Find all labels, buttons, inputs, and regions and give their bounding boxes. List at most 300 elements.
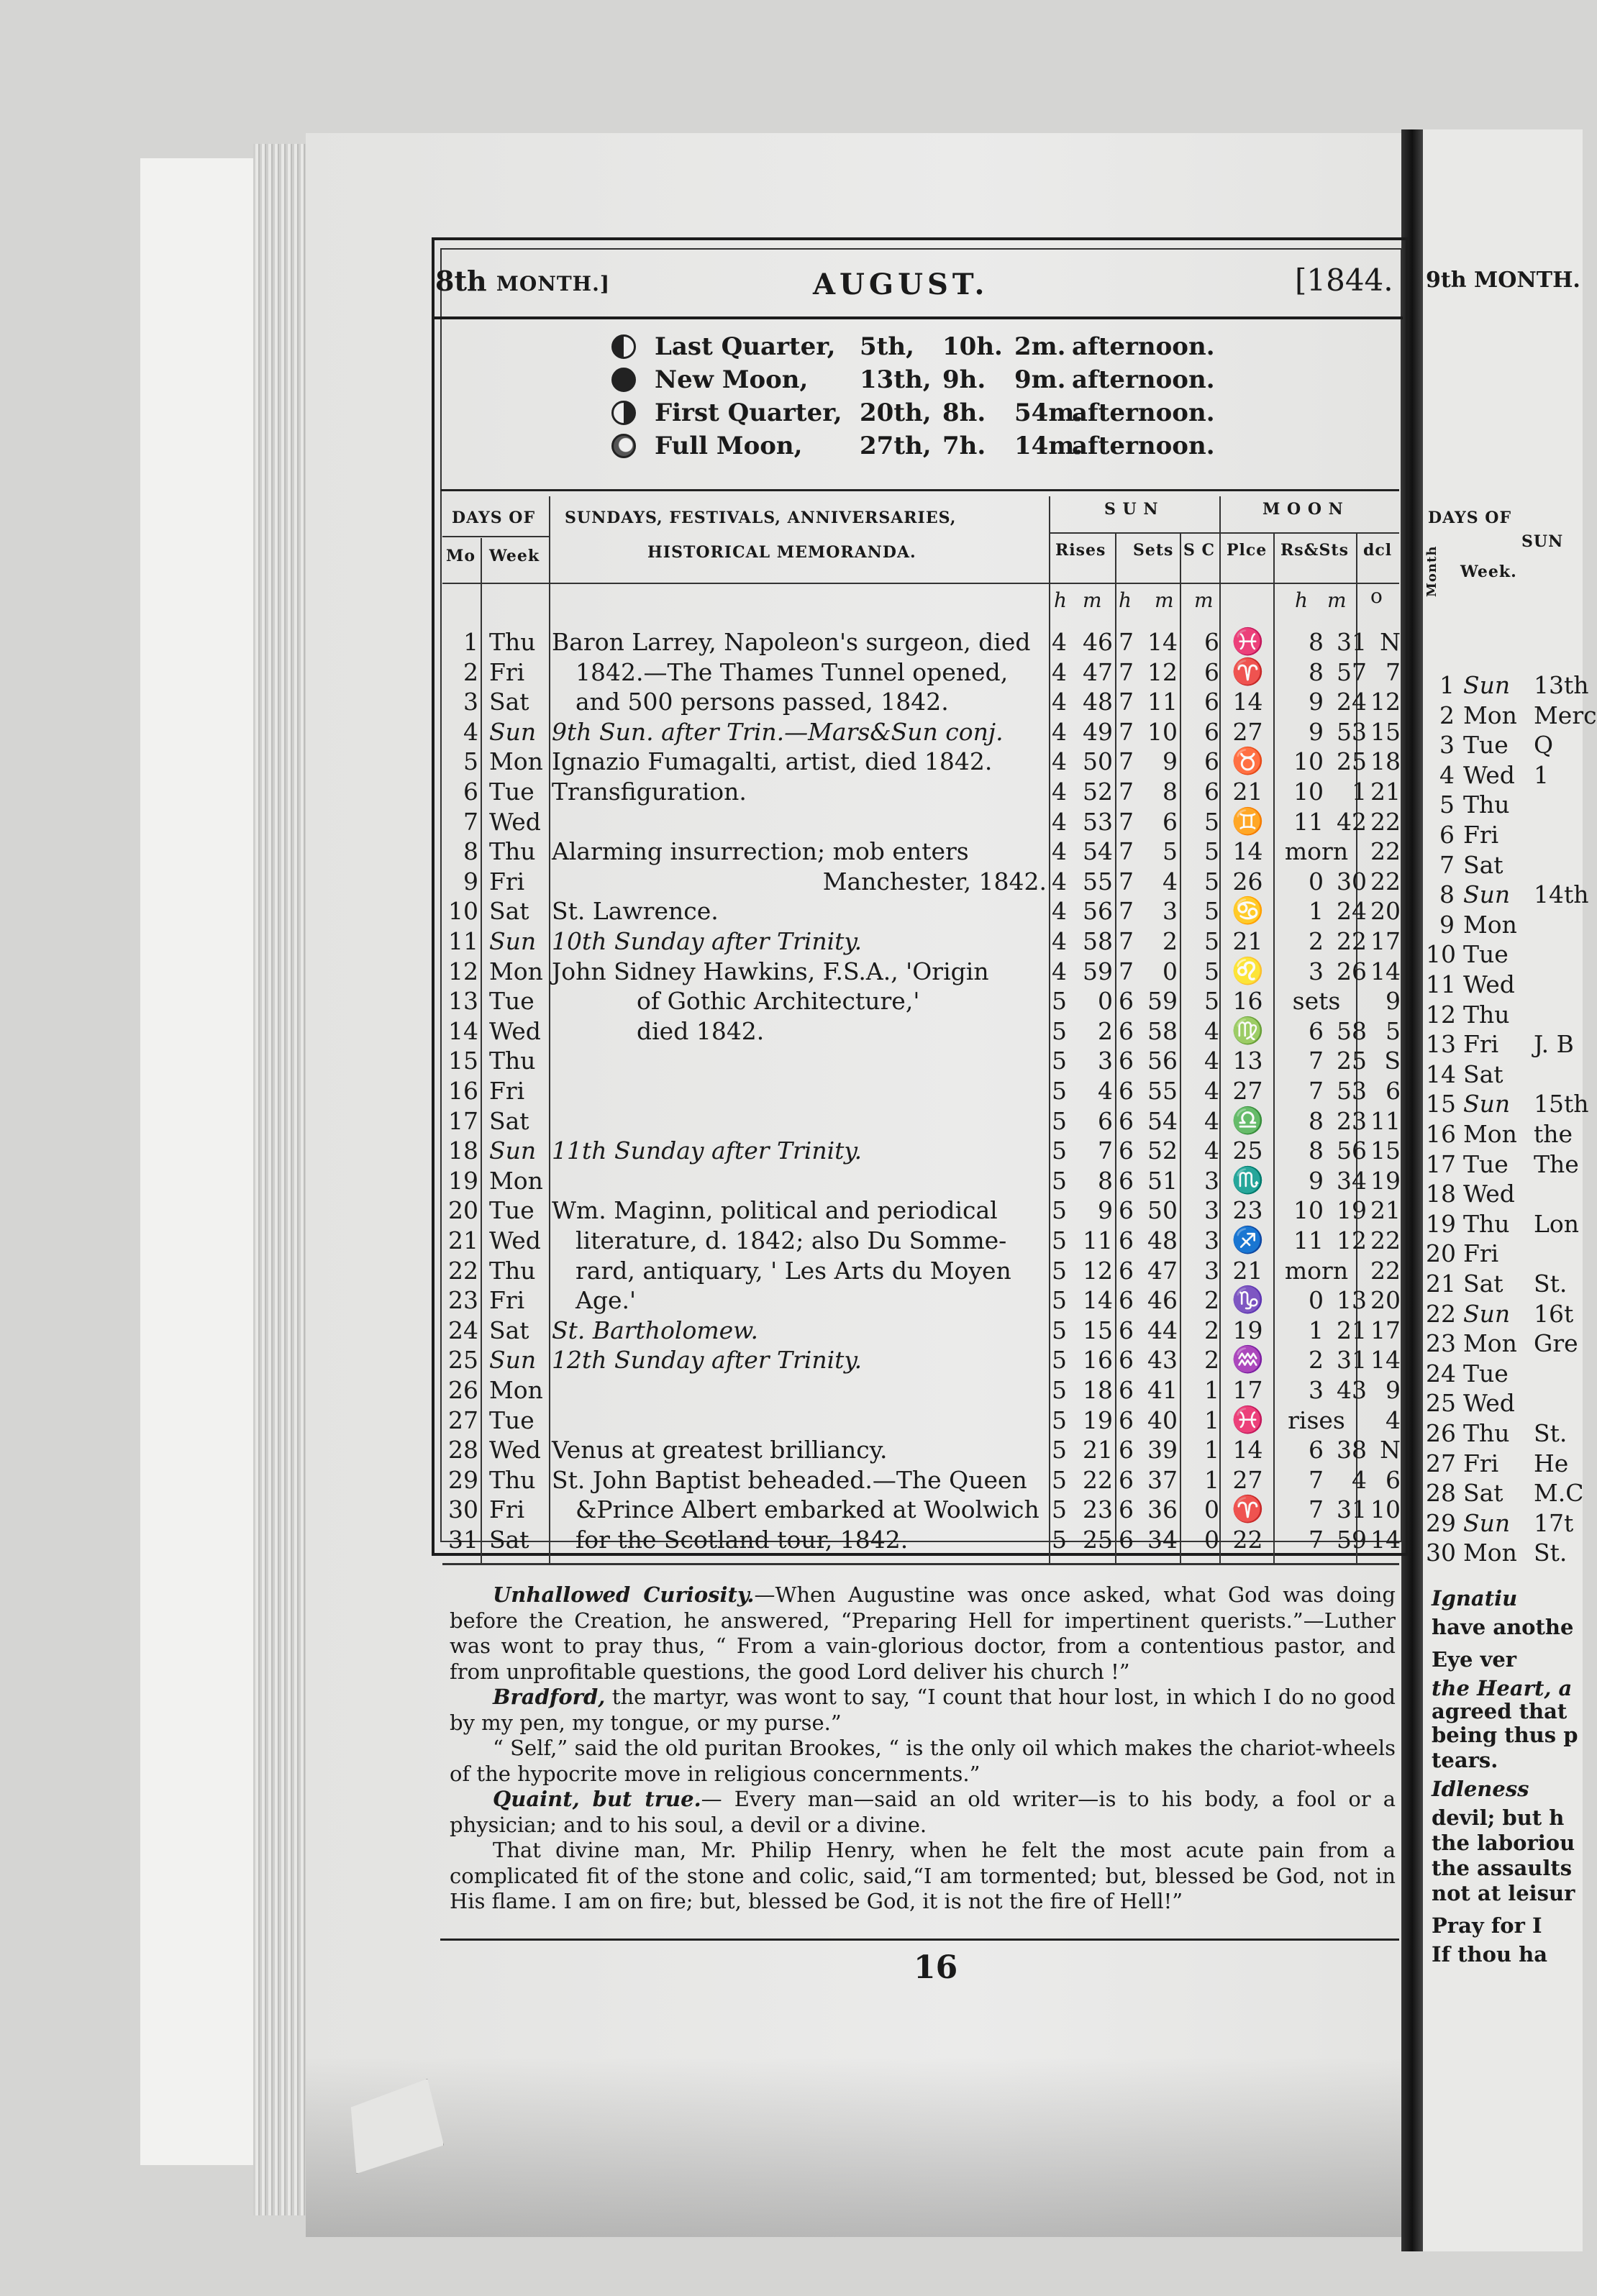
sun-clock: 6 [1204, 747, 1219, 776]
sun-clock: 3 [1204, 1166, 1219, 1195]
phase-time-of-day: afternoon. [1072, 365, 1215, 394]
moon-place: 27 [1232, 1077, 1263, 1105]
phase-name: New Moon, [655, 365, 809, 394]
sunrise-minute: 25 [1083, 1526, 1113, 1554]
next-page-row [1426, 701, 1597, 731]
moon-rise-set-minute: 22 [1337, 927, 1367, 955]
calendar-row [442, 1435, 1403, 1465]
sunset-hour: 6 [1119, 1226, 1134, 1254]
next-page-weekday: Fri [1463, 1449, 1499, 1477]
sunrise-hour: 5 [1052, 1226, 1067, 1254]
next-page-weekday: Thu [1463, 1000, 1510, 1029]
sun-clock: 2 [1204, 1346, 1219, 1375]
moon-declination: 22 [1370, 837, 1401, 866]
note-lead: Quaint, but true. [493, 1787, 701, 1811]
day-of-month: 3 [463, 688, 478, 716]
moon-rise-set-hour: 9 [1309, 717, 1324, 746]
day-of-week: Fri [489, 1495, 525, 1524]
event-text: &Prince Albert embarked at Woolwich [575, 1495, 1039, 1524]
days-of-header: DAYS OF [452, 509, 536, 527]
day-of-month: 15 [448, 1047, 478, 1075]
moon-declination: 14 [1370, 1346, 1401, 1375]
page-title: AUGUST. [813, 268, 989, 301]
phase-hour: 8h. [942, 398, 986, 427]
next-page-event: St. [1534, 1419, 1568, 1447]
sunset-hour: 7 [1119, 927, 1134, 955]
next-page-row [1426, 1149, 1583, 1180]
sun-clock: 4 [1204, 1077, 1219, 1105]
phase-hour: 10h. [942, 332, 1003, 361]
next-page-day: 8 [1439, 880, 1455, 909]
sun-clock: 6 [1204, 778, 1219, 806]
next-page-event: 15th [1534, 1090, 1589, 1119]
month-word: MONTH.] [496, 272, 611, 296]
moon-declination: 21 [1370, 778, 1401, 806]
moon-rise-set-hour: 1 [1309, 1316, 1324, 1344]
calendar-row [442, 1136, 1403, 1166]
note-text: —When Augustine was once asked, what God was doing before the Creation, he answered, “Preparing Hell for impertinent querists.”—Luther was wont to pray thus, “ From a vain-glorious doctor, from a contentious pastor, and from unprofitable questions, the good Lord deliver his church !” [450, 1582, 1396, 1684]
moon-place: 26 [1232, 867, 1263, 896]
next-page-row [1426, 1508, 1583, 1539]
next-page-day: 1 [1439, 671, 1455, 699]
sun-clock: 5 [1204, 867, 1219, 896]
sunset-minute: 43 [1147, 1346, 1178, 1375]
sun-header: S U N [1104, 500, 1159, 519]
sunrise-hour: 4 [1052, 778, 1067, 806]
moon-place: ♒ [1232, 1345, 1264, 1375]
day-of-week: Mon [489, 1376, 543, 1404]
day-of-month: 21 [448, 1226, 478, 1254]
next-page-day: 21 [1426, 1270, 1456, 1298]
sunrise-minute: 22 [1083, 1465, 1113, 1494]
sunrise-minute: 53 [1083, 807, 1113, 836]
moon-rise-set-minute: 24 [1337, 688, 1367, 716]
moon-declination: N [1380, 1436, 1401, 1464]
calendar-row [442, 986, 1403, 1016]
moon-rise-set-hour: 3 [1309, 1376, 1324, 1404]
sun-clock: 6 [1204, 657, 1219, 686]
next-page-row [1426, 790, 1583, 820]
note-lead: Bradford, [493, 1685, 606, 1709]
sunrise-minute: 58 [1083, 927, 1113, 955]
sunrise-minute: 16 [1083, 1346, 1113, 1375]
sun-clock: 5 [1204, 897, 1219, 926]
moon-declination: 11 [1370, 1106, 1401, 1135]
next-page-day: 10 [1426, 940, 1456, 969]
next-page-day: 25 [1426, 1389, 1456, 1418]
next-page-row [1426, 670, 1589, 701]
sunrise-hour: 5 [1052, 1406, 1067, 1434]
day-of-week: Thu [489, 628, 536, 656]
moon-rise-set-minute: 59 [1337, 1526, 1367, 1554]
moon-declination: 19 [1370, 1166, 1401, 1195]
next-page-event: 13th [1534, 671, 1589, 699]
day-of-week: Mon [489, 1166, 543, 1195]
sunset-minute: 52 [1147, 1136, 1178, 1165]
next-page-row [1426, 1478, 1583, 1508]
calendar-row [442, 777, 1403, 807]
next-page-day: 17 [1426, 1149, 1456, 1178]
phase-name: Last Quarter, [655, 332, 836, 361]
note-paragraph [450, 1582, 1396, 1685]
sun-clock: 3 [1204, 1196, 1219, 1225]
next-page-day: 2 [1439, 701, 1455, 729]
event-text: 10th Sunday after Trinity. [552, 927, 863, 955]
event-text: for the Scotland tour, 1842. [575, 1526, 909, 1554]
event-text: died 1842. [637, 1016, 765, 1045]
calendar-row [442, 1106, 1403, 1136]
sun-clock: 2 [1204, 1286, 1219, 1315]
next-page-note-line: not at leisur [1432, 1881, 1575, 1905]
sunrise-minute: 8 [1098, 1166, 1113, 1195]
calendar-row [442, 926, 1403, 957]
sunset-hour: 6 [1119, 1047, 1134, 1075]
next-page-weekday: Fri [1463, 1030, 1499, 1059]
next-page-event: Lon [1534, 1209, 1580, 1238]
note-paragraph [450, 1736, 1396, 1787]
sunrise-hour: 5 [1052, 1047, 1067, 1075]
sunset-minute: 10 [1147, 717, 1178, 746]
moon-rise-set-minute: 30 [1337, 867, 1367, 896]
sunset-minute: 41 [1147, 1376, 1178, 1404]
sunset-minute: 48 [1147, 1226, 1178, 1254]
next-page-note-line: being thus p [1432, 1723, 1578, 1747]
calendar-row [442, 687, 1403, 717]
moon-place: 25 [1232, 1136, 1263, 1165]
sunrise-hour: 4 [1052, 747, 1067, 776]
sunrise-hour: 5 [1052, 1346, 1067, 1375]
sunset-hour: 6 [1119, 1346, 1134, 1375]
calendar-row [442, 747, 1403, 777]
event-text: of Gothic Architecture,' [637, 987, 920, 1016]
book-page-edges [253, 144, 311, 2215]
sunrise-minute: 55 [1083, 867, 1113, 896]
day-of-week: Sun [489, 1136, 537, 1165]
moon-place: 21 [1232, 1256, 1263, 1285]
sun-clock: 4 [1204, 1106, 1219, 1135]
event-text: 11th Sunday after Trinity. [552, 1136, 863, 1165]
sunset-minute: 59 [1147, 987, 1178, 1016]
moon-declination: 4 [1386, 1406, 1401, 1434]
moon-rise-set-hour: 7 [1309, 1465, 1324, 1494]
sunrise-minute: 6 [1098, 1106, 1113, 1135]
next-page-weekday: Sun [1463, 880, 1511, 909]
day-of-month: 5 [463, 747, 478, 776]
scanner-background-strip [140, 158, 259, 2165]
next-page-row [1426, 1388, 1583, 1418]
next-page-weekday: Fri [1463, 821, 1499, 849]
next-page-event: 16t [1534, 1299, 1574, 1328]
moon-declination: 21 [1370, 1196, 1401, 1225]
day-of-month: 6 [463, 778, 478, 806]
next-page-event: Gre [1534, 1329, 1578, 1358]
next-page-note-line: devil; but h [1432, 1805, 1565, 1830]
sun-clock: 5 [1204, 957, 1219, 985]
moon-rise-set-minute: 58 [1337, 1016, 1367, 1045]
next-page-event: The [1534, 1149, 1579, 1178]
calendar-row [442, 1345, 1403, 1375]
rule [442, 1563, 1399, 1565]
moon-place: 21 [1232, 927, 1263, 955]
event-text: Transfiguration. [552, 778, 747, 806]
day-of-month: 25 [448, 1346, 478, 1375]
next-page-day: 11 [1426, 970, 1456, 998]
next-page-day: 7 [1439, 850, 1455, 879]
sunrise-hour: 4 [1052, 628, 1067, 656]
sunset-hour: 6 [1119, 1106, 1134, 1135]
event-text: Wm. Maginn, political and periodical [552, 1196, 998, 1225]
next-page-week-col: Week. [1460, 562, 1517, 581]
day-of-week: Sun [489, 1346, 537, 1375]
moon-place: ♎ [1232, 1106, 1264, 1136]
sunrise-hour: 5 [1052, 1077, 1067, 1105]
sunset-hour: 6 [1119, 987, 1134, 1016]
day-of-week: Fri [489, 1077, 525, 1105]
moon-rise-set-hour: morn [1284, 1256, 1349, 1285]
sunrise-hour: 5 [1052, 1465, 1067, 1494]
sunset-hour: 6 [1119, 1077, 1134, 1105]
sunrise-minute: 46 [1083, 628, 1113, 656]
sunset-hour: 6 [1119, 1436, 1134, 1464]
sunrise-hour: 4 [1052, 927, 1067, 955]
next-page-note-line: Pray for I [1432, 1913, 1542, 1938]
next-page-day: 14 [1426, 1060, 1456, 1088]
sunset-minute: 6 [1163, 807, 1178, 836]
moon-place: 17 [1232, 1376, 1263, 1404]
next-page-event: Q [1534, 731, 1554, 760]
calendar-row [442, 867, 1403, 897]
phase-hour: 9h. [942, 365, 986, 394]
sun-clock: 6 [1204, 628, 1219, 656]
note-text: That divine man, Mr. Philip Henry, when he felt the most acute pain from a complicated fit of the stone and colic, said,“I am tormented; but, blessed be God, not in His flame. I am on fire; but, blessed be God, it is not the fire of Hell!” [450, 1838, 1396, 1913]
moon-place: ♓ [1232, 627, 1264, 657]
note-text: — Every man—said an old writer—is to his body, a fool or a physician; and to his soul, a devil or a divine. [450, 1787, 1396, 1837]
next-page-day: 16 [1426, 1120, 1456, 1148]
sunset-minute: 12 [1147, 657, 1178, 686]
sunset-minute: 55 [1147, 1077, 1178, 1105]
sunrise-minute: 47 [1083, 657, 1113, 686]
sunset-hour: 6 [1119, 1526, 1134, 1554]
next-page-row [1426, 1029, 1583, 1060]
moon-rise-set-minute: 31 [1337, 1346, 1367, 1375]
sunrise-minute: 19 [1083, 1406, 1113, 1434]
moon-declination: 20 [1370, 1286, 1401, 1315]
moon-place: 16 [1232, 987, 1263, 1016]
sunset-minute: 54 [1147, 1106, 1178, 1135]
sunset-minute: 0 [1163, 957, 1178, 985]
sc-header: S C [1183, 541, 1216, 560]
moon-place: ♓ [1232, 1405, 1264, 1435]
next-page-event: 17t [1534, 1508, 1574, 1537]
moon-rise-set-hour: 3 [1309, 957, 1324, 985]
phase-day: 27th, [860, 432, 932, 460]
moon-rise-set-minute: 31 [1337, 1495, 1367, 1524]
phase-minute: 2m. [1014, 332, 1066, 361]
next-page-note-line: Eye ver [1432, 1647, 1517, 1672]
moon-rise-set-hour: 10 [1293, 1196, 1324, 1225]
moon-rise-set-minute: 56 [1337, 1136, 1367, 1165]
units-m: m [1327, 588, 1347, 612]
sunset-minute: 9 [1163, 747, 1178, 776]
note-text: “ Self,” said the old puritan Brookes, “ is the only oil which makes the chariot-wheels of the hypocrite move in religious concernments.” [450, 1736, 1396, 1786]
sunset-hour: 7 [1119, 688, 1134, 716]
next-page-day: 22 [1426, 1299, 1456, 1328]
next-page-weekday: Tue [1463, 940, 1509, 969]
moon-rise-set-minute: 25 [1337, 1047, 1367, 1075]
event-text: 12th Sunday after Trinity. [552, 1346, 863, 1375]
sunrise-minute: 54 [1083, 837, 1113, 866]
day-of-week: Sat [489, 1316, 529, 1344]
day-of-month: 19 [448, 1166, 478, 1195]
next-page-day: 20 [1426, 1239, 1456, 1268]
sunset-hour: 7 [1119, 717, 1134, 746]
week-header: Week [489, 547, 540, 565]
sun-clock: 3 [1204, 1256, 1219, 1285]
moon-rise-set-hour: 1 [1309, 897, 1324, 926]
next-page-row [1426, 1000, 1583, 1030]
next-page-row [1426, 1209, 1583, 1239]
phase-day: 20th, [860, 398, 932, 427]
calendar-row [442, 1375, 1403, 1406]
next-page-event: J. B [1534, 1030, 1574, 1059]
sunrise-hour: 5 [1052, 1495, 1067, 1524]
day-of-week: Sat [489, 1106, 529, 1135]
sunset-hour: 6 [1119, 1376, 1134, 1404]
moon-rise-set-hour: 7 [1309, 1495, 1324, 1524]
moon-rise-set-minute: 43 [1337, 1376, 1367, 1404]
sunrise-minute: 11 [1083, 1226, 1113, 1254]
note-paragraph [450, 1838, 1396, 1915]
sunrise-hour: 5 [1052, 1436, 1067, 1464]
day-of-week: Thu [489, 1465, 536, 1494]
moon-place: ♈ [1232, 1495, 1264, 1525]
moon-declination: 14 [1370, 957, 1401, 985]
day-of-month: 12 [448, 957, 478, 985]
calendar-row [442, 657, 1403, 688]
moon-place: 23 [1232, 1196, 1263, 1225]
moon-rise-set-minute: 34 [1337, 1166, 1367, 1195]
moon-declination: N [1380, 628, 1401, 656]
next-page-month-col: Month [1424, 545, 1439, 597]
sunrise-minute: 21 [1083, 1436, 1113, 1464]
sunset-hour: 6 [1119, 1406, 1134, 1434]
next-page-row [1426, 1538, 1583, 1568]
next-page-event: 14th [1534, 880, 1589, 909]
next-page-weekday: Sun [1463, 1090, 1511, 1119]
sunrise-minute: 9 [1098, 1196, 1113, 1225]
moon-rise-set-hour: 2 [1309, 1346, 1324, 1375]
day-of-week: Thu [489, 1047, 536, 1075]
sunrise-minute: 7 [1098, 1136, 1113, 1165]
day-of-month: 16 [448, 1077, 478, 1105]
first-quarter-icon [611, 401, 636, 425]
moon-rise-set-minute: 53 [1337, 717, 1367, 746]
next-page-row [1426, 939, 1583, 970]
moon-declination: 14 [1370, 1526, 1401, 1554]
sunrise-minute: 15 [1083, 1316, 1113, 1344]
next-page-note-line: the Heart, a [1432, 1676, 1573, 1700]
next-page-weekday: Sun [1463, 1508, 1511, 1537]
sunrise-minute: 3 [1098, 1047, 1113, 1075]
moon-declination: S [1384, 1047, 1401, 1075]
day-of-week: Tue [489, 1406, 534, 1434]
calendar-row [442, 1046, 1403, 1076]
page-number: 16 [914, 1949, 958, 1986]
sunset-hour: 6 [1119, 1465, 1134, 1494]
day-of-month: 18 [448, 1136, 478, 1165]
moon-place: 27 [1232, 1465, 1263, 1494]
day-of-week: Tue [489, 987, 534, 1016]
full-moon-icon [611, 434, 636, 458]
sunrise-minute: 12 [1083, 1256, 1113, 1285]
sunset-minute: 2 [1163, 927, 1178, 955]
calendar-row [442, 896, 1403, 926]
calendar-row [442, 1525, 1403, 1555]
sunrise-hour: 4 [1052, 807, 1067, 836]
next-page-day: 3 [1439, 731, 1455, 760]
moon-rise-set-minute: 57 [1337, 657, 1367, 686]
event-text: St. Lawrence. [552, 897, 719, 926]
event-text: literature, d. 1842; also Du Somme- [575, 1226, 1007, 1254]
moon-rise-set-hour: 8 [1309, 628, 1324, 656]
calendar-row [442, 1256, 1403, 1286]
phase-hour: 7h. [942, 432, 986, 460]
day-of-month: 29 [448, 1465, 478, 1494]
next-page-row [1426, 1239, 1583, 1269]
day-of-week: Wed [489, 1016, 541, 1045]
last-quarter-icon [611, 334, 636, 359]
next-page-note-line: Idleness [1432, 1777, 1529, 1801]
sunset-hour: 7 [1119, 807, 1134, 836]
next-page-note-line: agreed that [1432, 1699, 1568, 1723]
next-page-day: 23 [1426, 1329, 1456, 1358]
sun-clock: 6 [1204, 688, 1219, 716]
event-text: Manchester, 1842. [822, 867, 1047, 896]
day-of-month: 1 [463, 628, 478, 656]
day-of-week: Sun [489, 717, 537, 746]
units-m: m [1155, 588, 1174, 612]
calendar-row [442, 1285, 1403, 1316]
sunset-minute: 40 [1147, 1406, 1178, 1434]
next-page-weekday: Sun [1463, 1299, 1511, 1328]
phase-minute: 54m. [1014, 398, 1083, 427]
rule [442, 536, 550, 537]
phase-minute: 9m. [1014, 365, 1066, 394]
phase-day: 5th, [860, 332, 914, 361]
sunrise-minute: 2 [1098, 1016, 1113, 1045]
next-page-row [1426, 1449, 1583, 1479]
day-of-week: Fri [489, 867, 525, 896]
moon-place: ♊ [1232, 806, 1264, 837]
sunset-minute: 56 [1147, 1047, 1178, 1075]
day-of-month: 7 [463, 807, 478, 836]
memoranda-notes [450, 1582, 1396, 1915]
event-text: Ignazio Fumagalti, artist, died 1842. [552, 747, 993, 776]
calendar-row [442, 627, 1403, 657]
note-paragraph [450, 1787, 1396, 1838]
moon-rise-set-hour: 8 [1309, 657, 1324, 686]
note-paragraph [450, 1685, 1396, 1736]
sunset-minute: 46 [1147, 1286, 1178, 1315]
next-page-weekday: Mon [1463, 1120, 1517, 1148]
moon-declination: 5 [1386, 1016, 1401, 1045]
sunset-hour: 6 [1119, 1495, 1134, 1524]
sunrise-hour: 5 [1052, 1526, 1067, 1554]
moon-rise-set-minute: 23 [1337, 1106, 1367, 1135]
day-of-week: Wed [489, 807, 541, 836]
moon-place: 19 [1232, 1316, 1263, 1344]
next-page-row [1426, 1359, 1583, 1389]
